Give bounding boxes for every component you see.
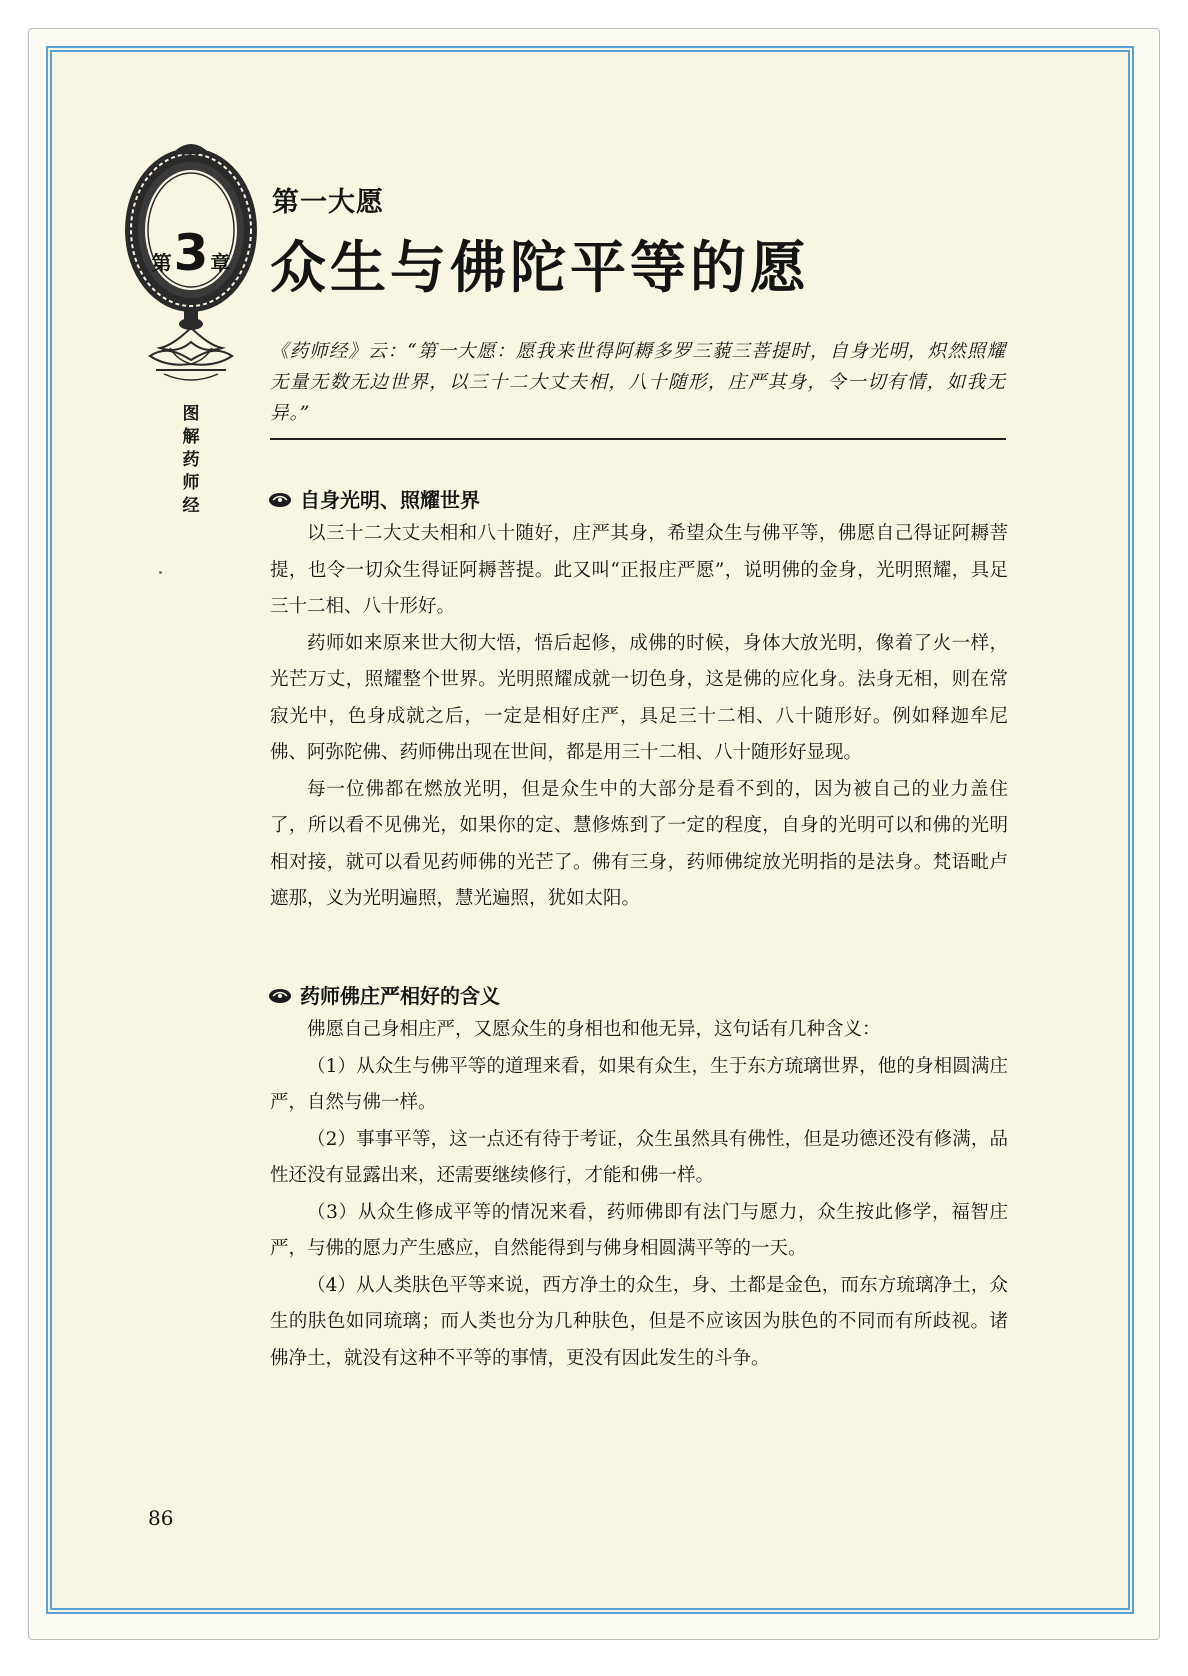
section-heading-1 [268,484,480,513]
paragraph: （4）从人类肤色平等来说，西方净土的众生，身、土都是金色，而东方琉璃净土，众生的肤色如同琉璃；而人类也分为几种肤色，但是不应该因为肤色的不同而有所歧视。诸佛净土，就没有这种不平等的事情，更没有因此发生的斗争。 [270,1274,1008,1369]
section-heading-text: 药师佛庄严相好的含义 [300,984,500,1008]
side-title-char: 师 [182,473,200,493]
chapter-number: 3 [173,224,209,282]
paragraph: 佛愿自己身相庄严，又愿众生的身相也和他无异，这句话有几种含义： [307,1019,881,1040]
lotus-bullet-icon [268,490,292,508]
paragraph: 药师如来原来世大彻大悟，悟后起修，成佛的时候，身体大放光明，像着了火一样，光芒万丈，照耀整个世界。光明照耀成就一切色身，这是佛的应化身。法身无相，则在常寂光中，色身成就之后，一定是相好庄严，具足三十二相、八十随形好。例如释迦牟尼佛、阿弥陀佛、药师佛出现在世间，都是用三十二相、八十随形好显现。 [270,632,1008,763]
side-title-char: 解 [182,427,200,447]
chapter-badge [140,224,242,282]
section-heading-2 [268,980,500,1009]
paragraph: 每一位佛都在燃放光明，但是众生中的大部分是看不到的，因为被自己的业力盖住了，所以看不见佛光，如果你的定、慧修炼到了一定的程度，自身的光明可以和佛的光明相对接，就可以看见药师佛的光芒了。佛有三身，药师佛绽放光明指的是法身。梵语毗卢遮那，义为光明遍照，慧光遍照，犹如太阳。 [270,778,1008,909]
chapter-badge-suffix: 章 [210,251,231,275]
page-title: 众生与佛陀平等的愿 [270,236,810,301]
side-title-char: 图 [182,404,200,424]
paragraph: 以三十二大丈夫相和八十随好，庄严其身，希望众生与佛平等，佛愿自己得证阿耨菩提，也令一切众生得证阿耨菩提。此又叫“正报庄严愿”，说明佛的金身，光明照耀，具足三十二相、八十形好。 [270,523,1008,617]
section-body-2 [270,1012,1008,1377]
section-heading-text: 自身光明、照耀世界 [300,488,480,512]
paragraph: （3）从众生修成平等的情况来看，药师佛即有法门与愿力，众生按此修学，福智庄严，与佛的愿力产生感应，自然能得到与佛身相圆满平等的一天。 [270,1201,1008,1259]
divider [270,438,1006,440]
paragraph: （2）事事平等，这一点还有待于考证，众生虽然具有佛性，但是功德还没有修满，品性还没有显露出来，还需要继续修行，才能和佛一样。 [270,1128,1008,1186]
decorative-dot [159,571,162,574]
lotus-bullet-icon [268,986,292,1004]
section-subtitle: 第一大愿 [272,187,384,218]
side-title-char: 药 [182,450,200,470]
paragraph: （1）从众生与佛平等的道理来看，如果有众生，生于东方琉璃世界，他的身相圆满庄严，自然与佛一样。 [270,1055,1008,1113]
book-side-title [180,403,202,518]
page-number: 86 [148,1506,174,1530]
scripture-quote: 《药师经》云：“第一大愿：愿我来世得阿耨多罗三藐三菩提时，自身光明，炽然照耀无量无数无边世界，以三十二大丈夫相，八十随形，庄严其身，令一切有情，如我无异。” [270,341,1006,424]
section-body-1 [270,516,1008,918]
chapter-badge-prefix: 第 [151,251,172,275]
side-title-char: 经 [182,496,200,516]
